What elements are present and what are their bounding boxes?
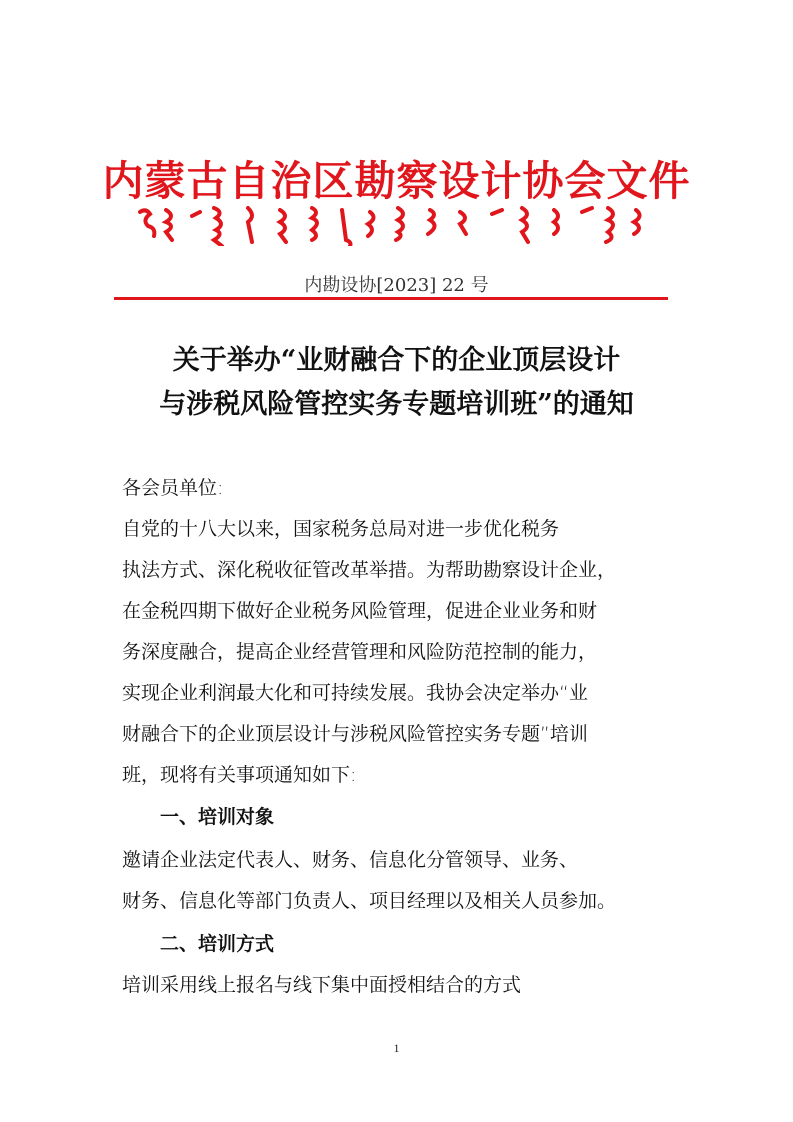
notice-title-line-1: 关于举办“业财融合下的企业顶层设计 [172, 345, 621, 376]
paragraph-line: 财务、信息化等部门负责人、项目经理以及相关人员参加。 [122, 890, 617, 912]
salutation: 各会员单位: [122, 477, 224, 499]
organization-title: 内蒙古自治区勘察设计协会文件 [102, 157, 691, 205]
paragraph-line: 执法方式、深化税收征管改革举措。为帮助勘察设计企业， [122, 559, 617, 581]
paragraph-line: 班，现将有关事项通知如下: [122, 764, 357, 786]
paragraph-line: 务深度融合，提高企业经营管理和风险防范控制的能力， [122, 641, 598, 663]
section-heading-training-targets: 一、培训对象 [160, 806, 275, 828]
page-number: 1 [393, 1041, 400, 1055]
paragraph-line: 自党的十八大以来，国家税务总局对进一步优化税务 [122, 518, 560, 540]
paragraph-line: 财融合下的企业顶层设计与涉税风险管控实务专题”培训 [122, 723, 588, 745]
paragraph-line: 实现企业利润最大化和可持续发展。我协会决定举办“业 [122, 682, 588, 704]
red-divider-rule [114, 297, 668, 300]
section-heading-training-method: 二、培训方式 [160, 933, 275, 955]
notice-title-line-2: 与涉税风险管控实务专题培训班”的通知 [159, 389, 634, 420]
mongolian-script-line [130, 202, 650, 246]
paragraph-line: 邀请企业法定代表人、财务、信息化分管领导、业务、 [122, 849, 579, 871]
paragraph-line: 培训采用线上报名与线下集中面授相结合的方式 [122, 974, 522, 996]
document-number: 内勘设协[2023] 22 号 [304, 275, 489, 296]
paragraph-line: 在金税四期下做好企业税务风险管理，促进企业业务和财 [122, 600, 598, 622]
